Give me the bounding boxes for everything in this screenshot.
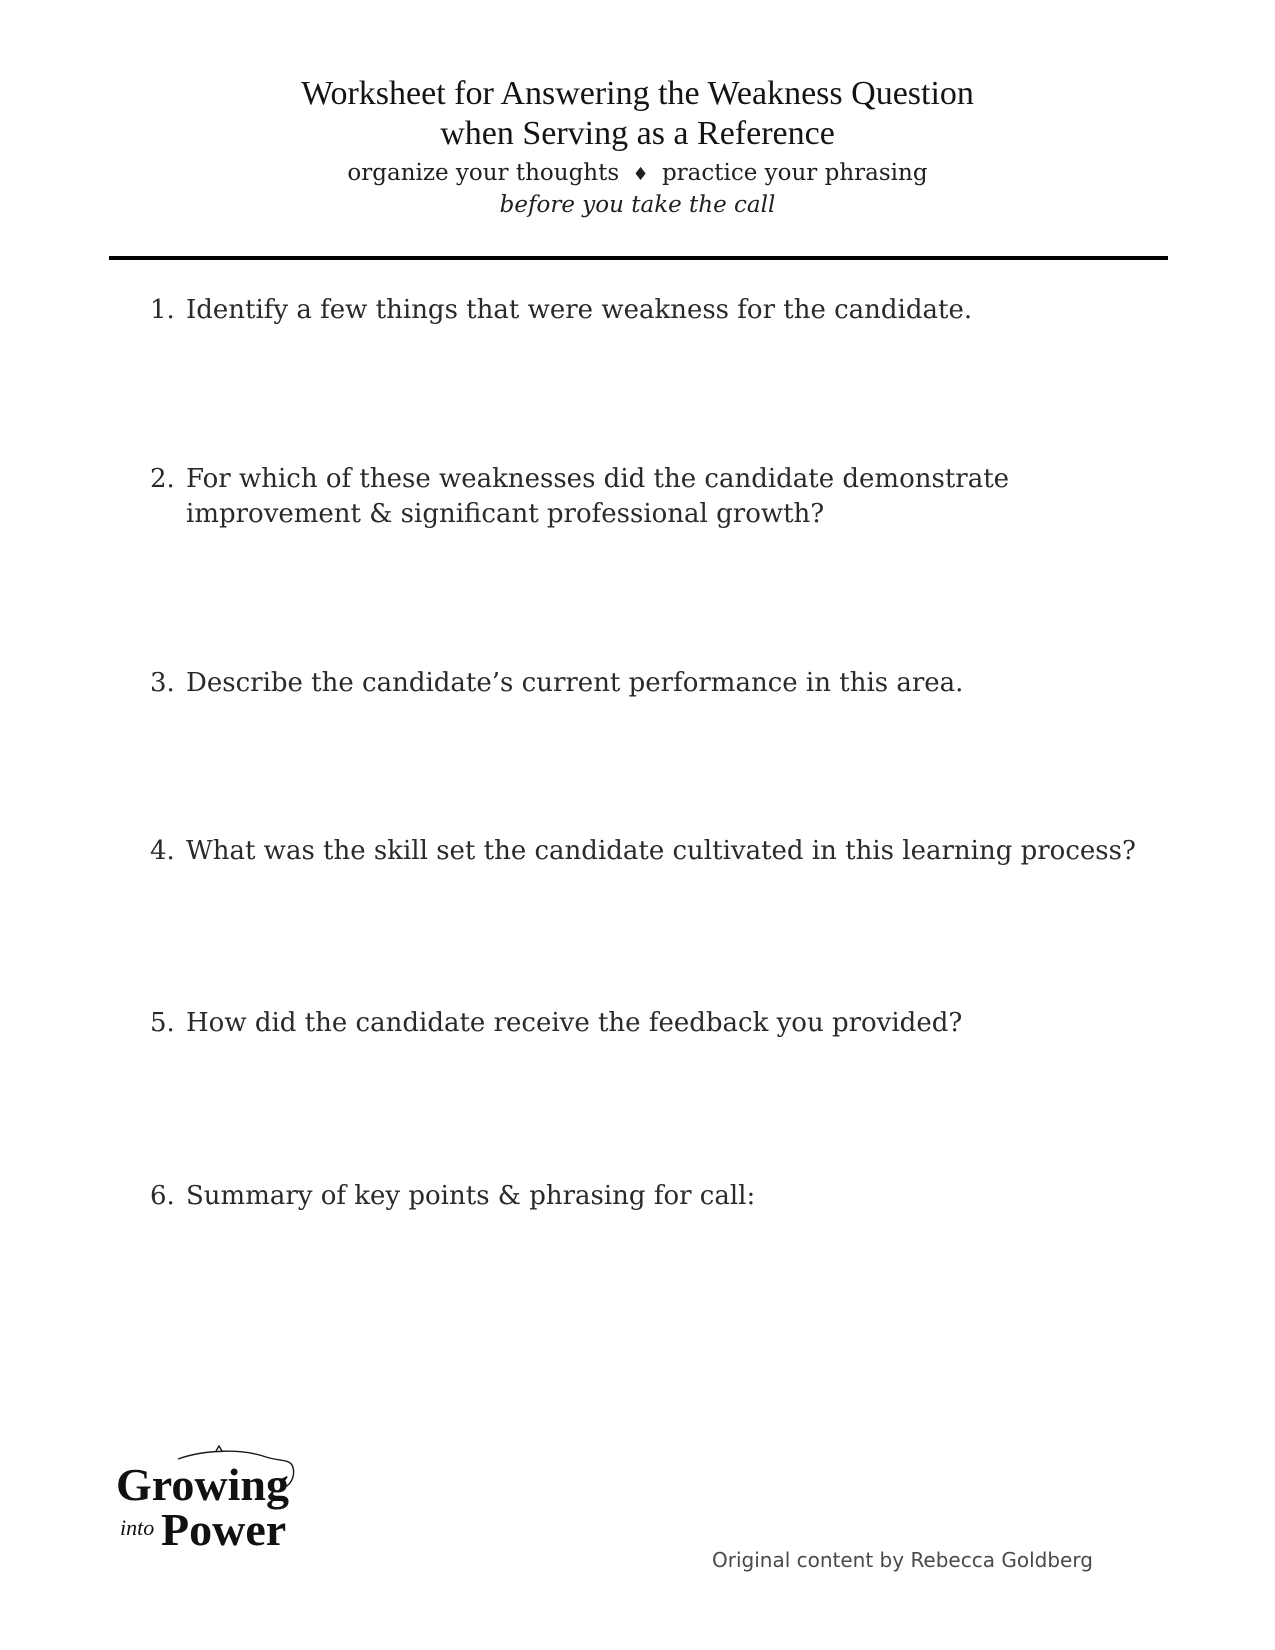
logo-word-into: into	[120, 1515, 155, 1540]
header-divider	[109, 256, 1168, 260]
question-number: 2.	[150, 464, 175, 494]
question-number: 3.	[150, 668, 175, 698]
diamond-separator-icon: ♦	[632, 164, 649, 185]
question-number: 6.	[150, 1181, 175, 1211]
question-5	[150, 1006, 1190, 1041]
question-6	[150, 1179, 1190, 1214]
subtitle	[0, 158, 1275, 190]
page-title-line-2: when Serving as a Reference	[440, 115, 835, 152]
subtitle-right: practice your phrasing	[661, 160, 928, 186]
subtitle-left: organize your thoughts	[347, 160, 620, 186]
subtitle-italic: before you take the call	[499, 192, 776, 218]
worksheet-header	[0, 74, 1275, 220]
question-text-line-1: For which of these weaknesses did the candidate demonstrate	[186, 464, 1010, 494]
question-2	[150, 462, 1190, 532]
question-1	[150, 293, 1190, 328]
question-text: What was the skill set the candidate cultivated in this learning process?	[186, 836, 1136, 866]
question-text-line-2: improvement & significant professional growth?	[186, 499, 825, 529]
question-text: Describe the candidate’s current performance in this area.	[186, 668, 964, 698]
logo-word-power: Power	[161, 1504, 287, 1555]
question-text: Summary of key points & phrasing for call:	[186, 1181, 756, 1211]
question-number: 1.	[150, 295, 175, 325]
question-text: How did the candidate receive the feedback you provided?	[186, 1008, 963, 1038]
logo-word-growing: Growing	[116, 1459, 289, 1510]
question-text: Identify a few things that were weakness for the candidate.	[186, 295, 973, 325]
question-3	[150, 666, 1190, 701]
question-number: 5.	[150, 1008, 175, 1038]
question-number: 4.	[150, 836, 175, 866]
credit-line: Original content by Rebecca Goldberg	[712, 1548, 1093, 1572]
growing-into-power-logo	[116, 1443, 306, 1563]
page-title-line-1: Worksheet for Answering the Weakness Question	[301, 75, 974, 112]
question-4	[150, 834, 1190, 869]
